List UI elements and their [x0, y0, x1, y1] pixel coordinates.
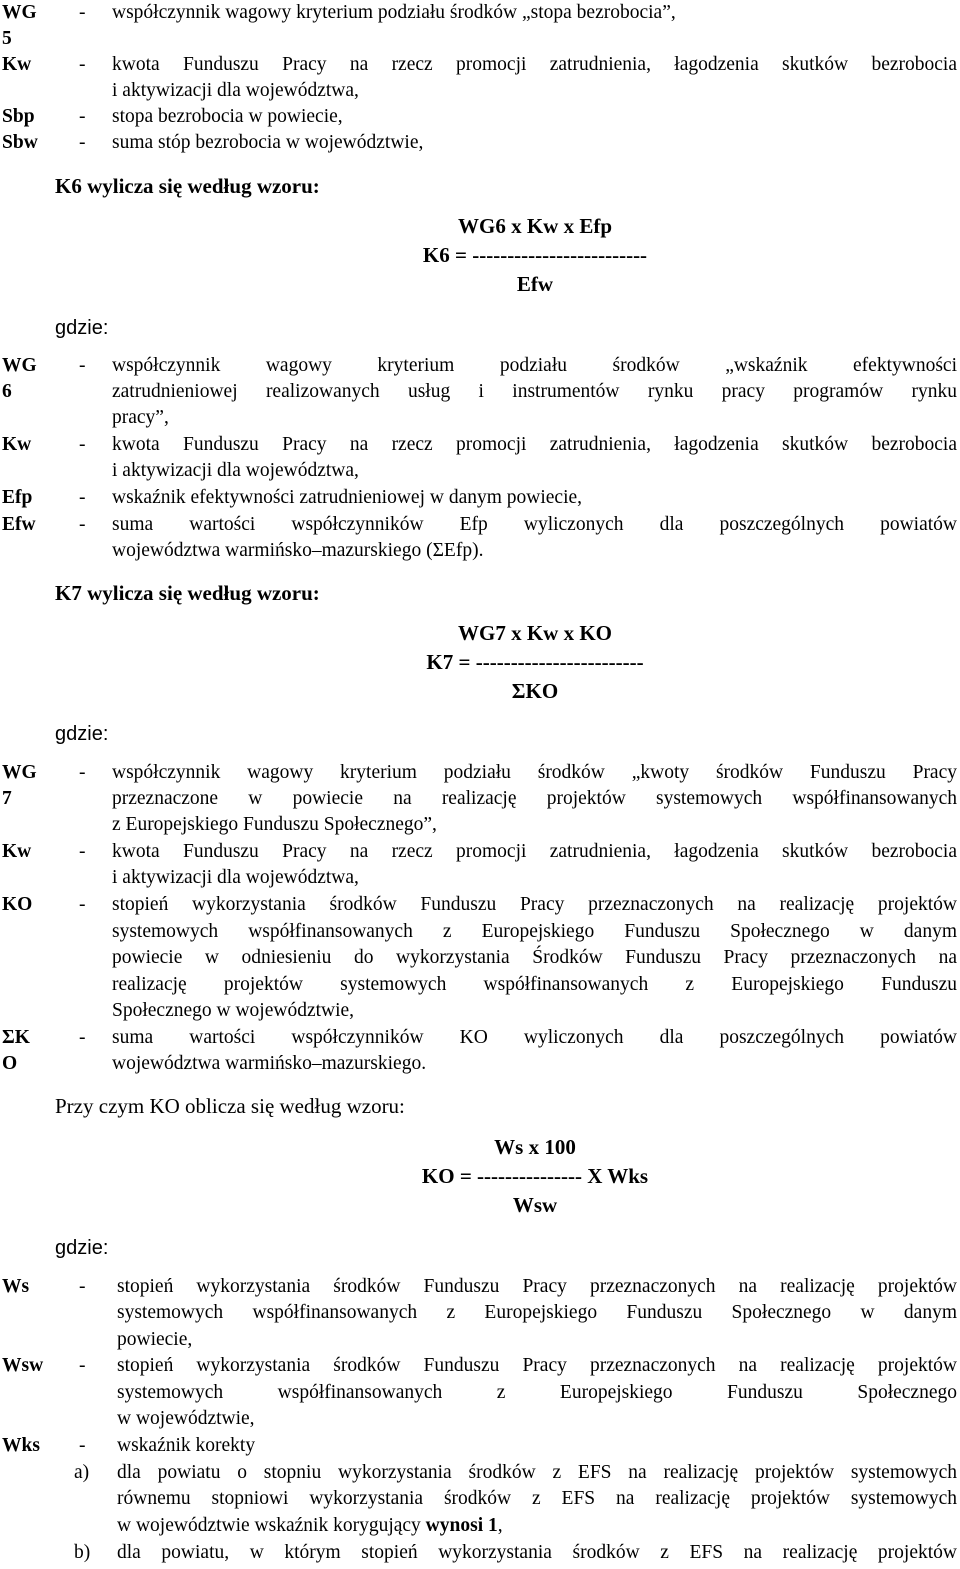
symbol: Sbw [2, 132, 38, 153]
list-item-text [117, 1513, 503, 1539]
formula-heading-k6: K6 wylicza się według wzoru: [55, 174, 320, 198]
symbol: Ws [2, 1276, 30, 1297]
symbol: Efp [2, 487, 33, 508]
definition-text: realizację projektów systemowych współfinansowanych z Europejskiego Funduszu [112, 974, 957, 995]
symbol-suffix: 5 [2, 28, 12, 49]
definition-text: powiecie w odniesieniu do wykorzystania Środków Funduszu Pracy przeznaczonych na [112, 947, 957, 968]
definition-text: województwa warmińsko–mazurskiego. [112, 1053, 427, 1074]
formula-numerator: WG7 x Kw x KO [457, 621, 612, 645]
definition-text: powiecie, [117, 1329, 193, 1350]
dash: - [79, 487, 86, 508]
list-item-bold-value: wynosi 1 [425, 1515, 498, 1536]
symbol: KO [2, 894, 33, 915]
list-item-text-end: , [497, 1515, 503, 1536]
formula-heading-ko: Przy czym KO oblicza się według wzoru: [55, 1094, 405, 1118]
formula-fraction-line: KO = --------------- X Wks [421, 1164, 649, 1188]
dash: - [79, 894, 86, 915]
definition-text: suma wartości współczynników KO wyliczonych dla poszczególnych powiatów [112, 1027, 957, 1048]
list-item-text: równemu stopniowi wykorzystania środków z EFS na realizację projektów systemowych [117, 1488, 957, 1509]
symbol: Wsw [2, 1355, 44, 1376]
definition-text: wskaźnik korekty [117, 1435, 256, 1456]
definition-text: współczynnik wagowy kryterium podziału środków „wskaźnik efektywności [112, 355, 957, 376]
definition-text: kwota Funduszu Pracy na rzecz promocji zatrudnienia, łagodzenia skutków bezrobocia [112, 841, 957, 862]
definition-text: i aktywizacji dla województwa, [112, 867, 359, 888]
definition-text: stopień wykorzystania środków Funduszu Pracy przeznaczonych na realizację projektów [112, 894, 957, 915]
definition-text: systemowych współfinansowanych z Europejskiego Funduszu Społecznego w danym [112, 921, 957, 942]
formula-denominator: Efw [516, 272, 554, 296]
definition-text: współczynnik wagowy kryterium podziału środków „kwoty środków Funduszu Pracy [112, 762, 957, 783]
definition-text: i aktywizacji dla województwa, [112, 80, 359, 101]
symbol-suffix: 7 [2, 788, 12, 809]
definition-text: i aktywizacji dla województwa, [112, 460, 359, 481]
dash: - [79, 2, 86, 23]
definition-text: z Europejskiego Funduszu Społecznego”, [112, 814, 437, 835]
symbol: WG [2, 355, 37, 376]
definition-text: współczynnik wagowy kryterium podziału środków „stopa bezrobocia”, [112, 2, 676, 23]
definition-text: suma stóp bezrobocia w województwie, [112, 132, 424, 153]
definition-text: w województwie, [117, 1408, 255, 1429]
symbol: Kw [2, 434, 32, 455]
gdzie-label: gdzie: [55, 723, 109, 745]
list-marker: b) [74, 1542, 91, 1563]
symbol: Wks [2, 1435, 40, 1456]
definition-text: systemowych współfinansowanych z Europejskiego Funduszu Społecznego w danym [117, 1302, 957, 1323]
gdzie-label: gdzie: [55, 317, 109, 339]
definition-text: stopa bezrobocia w powiecie, [112, 106, 343, 127]
dash: - [79, 1355, 86, 1376]
list-marker: a) [74, 1462, 90, 1483]
gdzie-label: gdzie: [55, 1237, 109, 1259]
definition-text: kwota Funduszu Pracy na rzecz promocji zatrudnienia, łagodzenia skutków bezrobocia [112, 434, 957, 455]
dash: - [79, 514, 86, 535]
dash: - [79, 1435, 86, 1456]
formula-denominator: Wsw [512, 1193, 558, 1217]
dash: - [79, 762, 86, 783]
symbol-suffix: 6 [2, 381, 12, 402]
dash: - [79, 54, 86, 75]
definition-text: systemowych współfinansowanych z Europejskiego Funduszu Społecznego [117, 1382, 957, 1403]
list-item-text-part: w województwie wskaźnik korygujący [117, 1515, 426, 1536]
formula-denominator: ΣKO [511, 679, 559, 703]
definition-text: przeznaczone w powiecie na realizację projektów systemowych współfinansowanych [112, 788, 957, 809]
definition-text: wskaźnik efektywności zatrudnieniowej w danym powiecie, [112, 487, 583, 508]
definition-text: pracy”, [112, 407, 169, 428]
definition-text: zatrudnieniowej realizowanych usług i instrumentów rynku pracy programów rynku [112, 381, 957, 402]
dash: - [79, 1027, 86, 1048]
definition-text: Społecznego w województwie, [112, 1000, 355, 1021]
symbol: WG [2, 762, 37, 783]
definition-text: kwota Funduszu Pracy na rzecz promocji zatrudnienia, łagodzenia skutków bezrobocia [112, 54, 957, 75]
formula-fraction-line: K6 = ------------------------- [422, 243, 648, 267]
symbol: Sbp [2, 106, 35, 127]
dash: - [79, 355, 86, 376]
dash: - [79, 106, 86, 127]
definition-text: stopień wykorzystania środków Funduszu Pracy przeznaczonych na realizację projektów [117, 1355, 957, 1376]
formula-heading-k7: K7 wylicza się według wzoru: [55, 581, 320, 605]
symbol-suffix: O [2, 1053, 18, 1074]
formula-numerator: WG6 x Kw x Efp [457, 214, 612, 238]
dash: - [79, 132, 86, 153]
list-item-text: dla powiatu, w którym stopień wykorzystania środków z EFS na realizację projektów [117, 1542, 957, 1563]
formula-fraction-line: K7 = ------------------------ [426, 650, 644, 674]
list-item-text: dla powiatu o stopniu wykorzystania środków z EFS na realizację projektów systemowych [117, 1462, 957, 1483]
symbol: Kw [2, 841, 32, 862]
formula-numerator: Ws x 100 [494, 1135, 576, 1159]
symbol: ΣK [2, 1027, 30, 1048]
symbol: Kw [2, 54, 32, 75]
definition-text: suma wartości współczynników Efp wyliczonych dla poszczególnych powiatów [112, 514, 957, 535]
dash: - [79, 434, 86, 455]
dash: - [79, 1276, 86, 1297]
symbol: WG [2, 2, 37, 23]
symbol: Efw [2, 514, 36, 535]
definition-text: stopień wykorzystania środków Funduszu Pracy przeznaczonych na realizację projektów [117, 1276, 957, 1297]
dash: - [79, 841, 86, 862]
definition-text: województwa warmińsko–mazurskiego (ΣEfp). [112, 540, 484, 561]
